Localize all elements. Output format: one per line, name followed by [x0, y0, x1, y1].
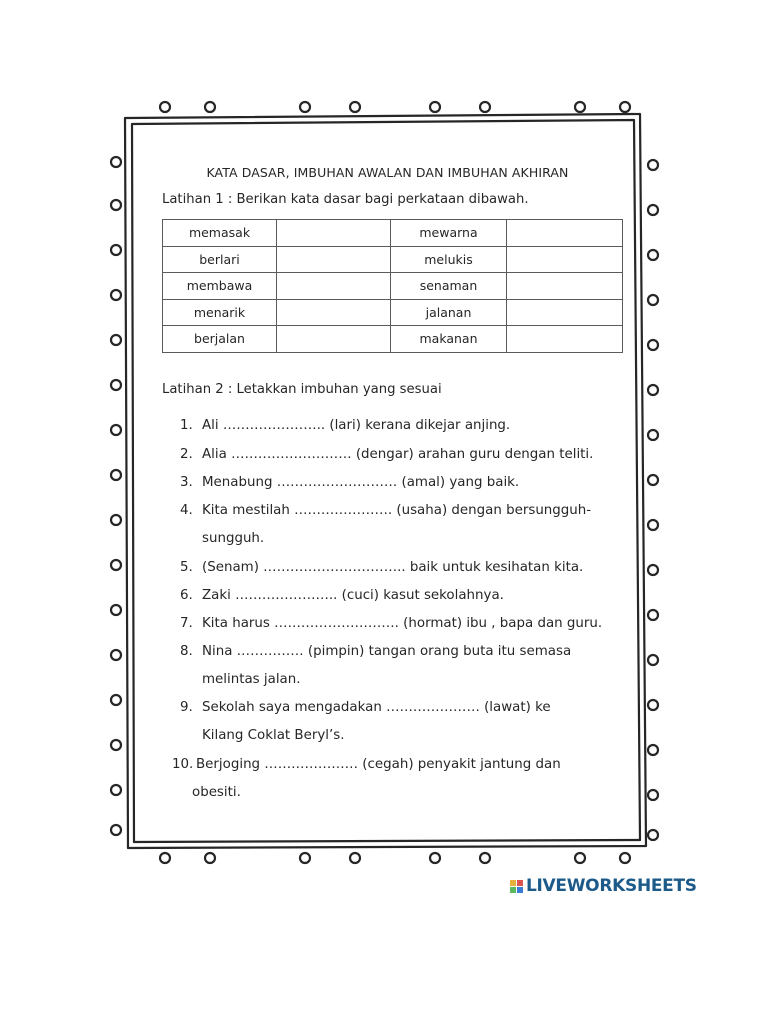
border-loop: [111, 560, 121, 570]
item-number: 4.: [180, 503, 193, 518]
border-loop: [648, 655, 658, 665]
item-number: 10.: [172, 757, 194, 772]
border-loop: [300, 102, 310, 112]
item-number: 5.: [180, 560, 193, 575]
item-text: Kita mestilah …………………. (usaha) dengan bersungguh-: [202, 503, 592, 518]
border-loop: [648, 565, 658, 575]
list-item: [180, 616, 602, 631]
border-loop: [205, 102, 215, 112]
border-loop: [648, 830, 658, 840]
border-loop: [575, 853, 585, 863]
border-loop: [111, 470, 121, 480]
item-text: (Senam) ………………………….. baik untuk kesihatan kita.: [202, 560, 584, 575]
word-cell: memasak: [163, 220, 277, 247]
border-loop: [111, 605, 121, 615]
answer-cell[interactable]: [507, 299, 623, 326]
word-cell: senaman: [391, 273, 507, 300]
item-text: Berjoging ………………… (cegah) penyakit jantung dan: [196, 757, 561, 772]
table-row: [163, 273, 623, 300]
item-number: 3.: [180, 475, 193, 490]
answer-cell[interactable]: [277, 299, 391, 326]
border-loop: [205, 853, 215, 863]
answer-cell[interactable]: [277, 246, 391, 273]
border-loop: [111, 740, 121, 750]
answer-cell[interactable]: [507, 246, 623, 273]
border-loop: [111, 200, 121, 210]
word-cell: menarik: [163, 299, 277, 326]
border-loop: [648, 475, 658, 485]
latihan-1-heading: Latihan 1 : Berikan kata dasar bagi perkataan dibawah.: [162, 192, 529, 207]
border-loop: [160, 853, 170, 863]
border-loop: [575, 102, 585, 112]
border-loop: [648, 340, 658, 350]
border-loop: [648, 790, 658, 800]
list-item: [180, 418, 510, 433]
table-row: [163, 326, 623, 353]
list-item-continuation: sungguh.: [202, 531, 265, 546]
list-item: [180, 447, 593, 462]
item-number: 6.: [180, 588, 193, 603]
border-loop: [648, 745, 658, 755]
list-item-continuation: obesiti.: [192, 785, 241, 800]
word-cell: jalanan: [391, 299, 507, 326]
border-loop: [111, 335, 121, 345]
liveworksheets-logo: [510, 876, 697, 896]
border-loop: [480, 102, 490, 112]
liveworksheets-logo-icon: [510, 880, 523, 893]
latihan-1-table: [162, 219, 623, 353]
border-loop: [648, 250, 658, 260]
border-loop: [111, 380, 121, 390]
item-text: Nina …………… (pimpin) tangan orang buta itu semasa: [202, 644, 572, 659]
list-item: [180, 588, 504, 603]
border-loop: [111, 785, 121, 795]
item-text: Alia ……………………… (dengar) arahan guru dengan teliti.: [202, 447, 594, 462]
latihan-2-heading: Latihan 2 : Letakkan imbuhan yang sesuai: [162, 382, 442, 397]
border-loop: [350, 102, 360, 112]
border-loop: [111, 695, 121, 705]
item-text: Menabung ……………………… (amal) yang baik.: [202, 475, 520, 490]
table-row: [163, 299, 623, 326]
border-loop: [620, 102, 630, 112]
answer-cell[interactable]: [277, 273, 391, 300]
border-loop: [648, 610, 658, 620]
border-loop: [111, 157, 121, 167]
liveworksheets-logo-text: LIVEWORKSHEETS: [526, 876, 697, 896]
list-item: [180, 475, 519, 490]
item-number: 7.: [180, 616, 193, 631]
worksheet-title: KATA DASAR, IMBUHAN AWALAN DAN IMBUHAN AKHIRAN: [206, 165, 569, 180]
border-loop: [160, 102, 170, 112]
border-loop: [648, 160, 658, 170]
border-loop: [111, 650, 121, 660]
answer-cell[interactable]: [277, 220, 391, 247]
word-cell: mewarna: [391, 220, 507, 247]
answer-cell[interactable]: [507, 326, 623, 353]
border-loop: [350, 853, 360, 863]
border-loop: [648, 700, 658, 710]
answer-cell[interactable]: [277, 326, 391, 353]
border-loop: [430, 853, 440, 863]
item-number: 8.: [180, 644, 193, 659]
item-text: Zaki ………………….. (cuci) kasut sekolahnya.: [202, 588, 504, 603]
list-item: [180, 503, 591, 518]
table-row: [163, 246, 623, 273]
border-loop: [430, 102, 440, 112]
word-cell: berjalan: [163, 326, 277, 353]
border-loop: [620, 853, 630, 863]
list-item: [180, 560, 583, 575]
item-text: Kita harus ………………………. (hormat) ibu , bapa dan guru.: [202, 616, 603, 631]
border-loop: [300, 853, 310, 863]
border-loop: [648, 295, 658, 305]
list-item: [180, 700, 551, 715]
border-loop: [111, 425, 121, 435]
item-number: 9.: [180, 700, 193, 715]
border-loop: [648, 520, 658, 530]
border-loop: [480, 853, 490, 863]
list-item: [172, 757, 561, 772]
item-text: Sekolah saya mengadakan ………………… (lawat) ke: [202, 700, 551, 715]
border-loop: [648, 430, 658, 440]
word-cell: membawa: [163, 273, 277, 300]
answer-cell[interactable]: [507, 220, 623, 247]
list-item: [180, 644, 571, 659]
border-loop: [111, 825, 121, 835]
border-loop: [648, 385, 658, 395]
answer-cell[interactable]: [507, 273, 623, 300]
list-item-continuation: Kilang Coklat Beryl’s.: [202, 728, 345, 743]
word-cell: berlari: [163, 246, 277, 273]
border-loop: [111, 290, 121, 300]
word-cell: makanan: [391, 326, 507, 353]
item-number: 2.: [180, 447, 193, 462]
item-text: Ali ………………….. (lari) kerana dikejar anjing.: [202, 418, 511, 433]
list-item-continuation: melintas jalan.: [202, 672, 301, 687]
border-loop: [111, 245, 121, 255]
table-row: [163, 220, 623, 247]
item-number: 1.: [180, 418, 193, 433]
border-loop: [111, 515, 121, 525]
word-cell: melukis: [391, 246, 507, 273]
border-loop: [648, 205, 658, 215]
